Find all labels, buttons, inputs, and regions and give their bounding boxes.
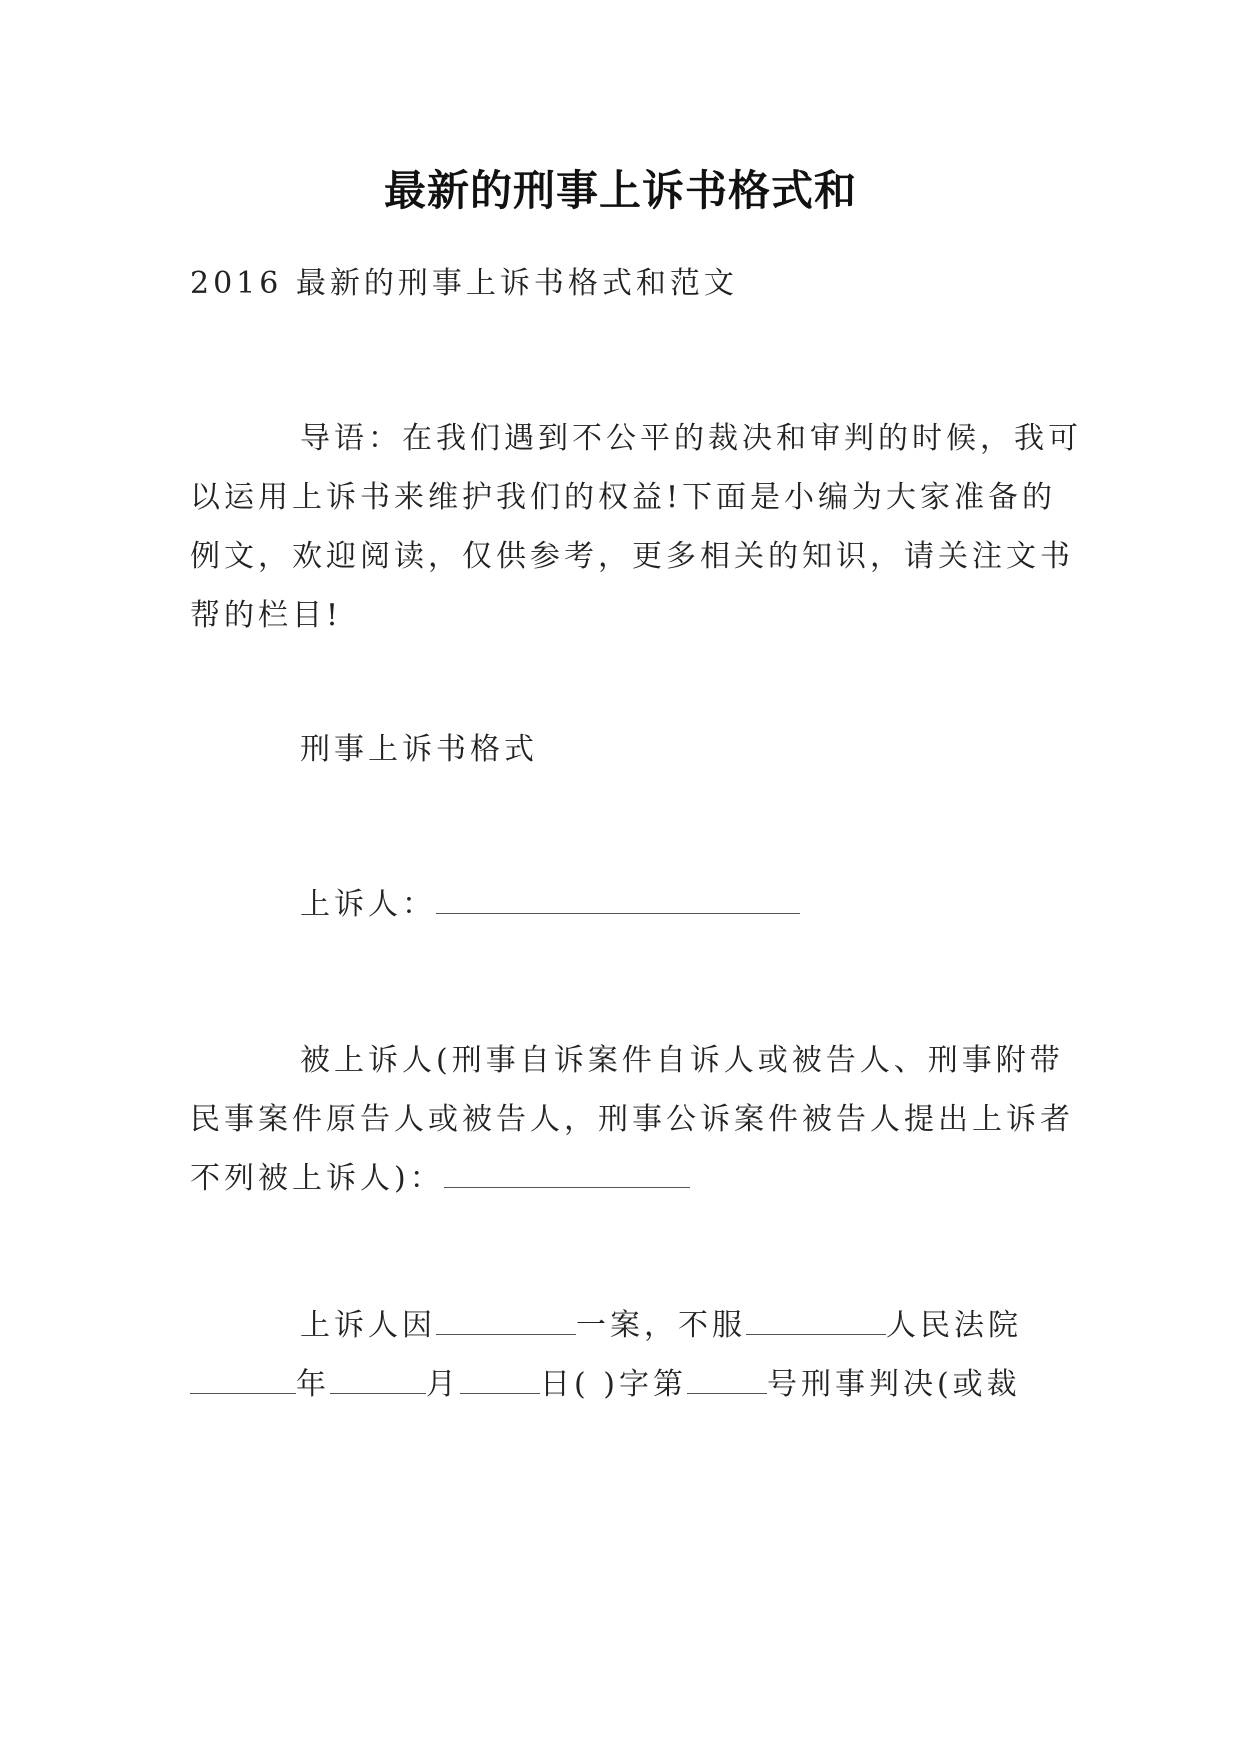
- number-blank: [687, 1365, 767, 1394]
- appellee-label: 不列被上诉人)：: [190, 1161, 444, 1196]
- subtitle-text: 2016 最新的刑事上诉书格式和范文: [190, 266, 738, 301]
- appeal-text: 一案，不服: [576, 1308, 746, 1343]
- intro-line: 例文，欢迎阅读，仅供参考，更多相关的知识，请关注文书: [190, 539, 1074, 574]
- month-blank: [330, 1365, 426, 1394]
- appellant-line: [190, 875, 1060, 934]
- case-blank: [436, 1306, 576, 1335]
- appellee-paragraph: [190, 1031, 1074, 1208]
- appellee-line: 民事案件原告人或被告人，刑事公诉案件被告人提出上诉者: [190, 1102, 1074, 1137]
- appeal-paragraph: [190, 1296, 1060, 1414]
- appeal-text: 号刑事判决(或裁: [766, 1367, 1021, 1402]
- appellant-field: [190, 875, 1060, 934]
- appellant-blank: [436, 885, 800, 914]
- court-blank: [746, 1306, 886, 1335]
- intro-line: 以运用上诉书来维护我们的权益!下面是小编为大家准备的: [190, 480, 1057, 515]
- appeal-line: [190, 1355, 1060, 1414]
- appellee-blank: [444, 1159, 690, 1188]
- appeal-text: 月: [426, 1367, 460, 1402]
- day-blank: [460, 1365, 540, 1394]
- intro-paragraph: [190, 409, 1082, 645]
- appeal-text: 年: [296, 1367, 330, 1402]
- year-blank: [190, 1365, 296, 1394]
- appeal-text: 人民法院: [886, 1308, 1022, 1343]
- appeal-text: 日( )字第: [540, 1367, 687, 1402]
- appeal-text: 上诉人因: [300, 1308, 436, 1343]
- appellee-line: [190, 1149, 1060, 1208]
- appeal-line: [190, 1296, 1060, 1355]
- intro-line: 帮的栏目!: [190, 598, 343, 633]
- section-heading-text: 刑事上诉书格式: [300, 732, 538, 767]
- appellee-line: 被上诉人(刑事自诉案件自诉人或被告人、刑事附带: [300, 1043, 1064, 1078]
- document-subtitle: [190, 254, 1060, 313]
- document-title: 最新的刑事上诉书格式和: [383, 166, 857, 215]
- intro-line: 导语：在我们遇到不公平的裁决和审判的时候，我可: [300, 421, 1082, 456]
- appellant-label: 上诉人：: [300, 887, 436, 922]
- section-heading: [190, 720, 1060, 779]
